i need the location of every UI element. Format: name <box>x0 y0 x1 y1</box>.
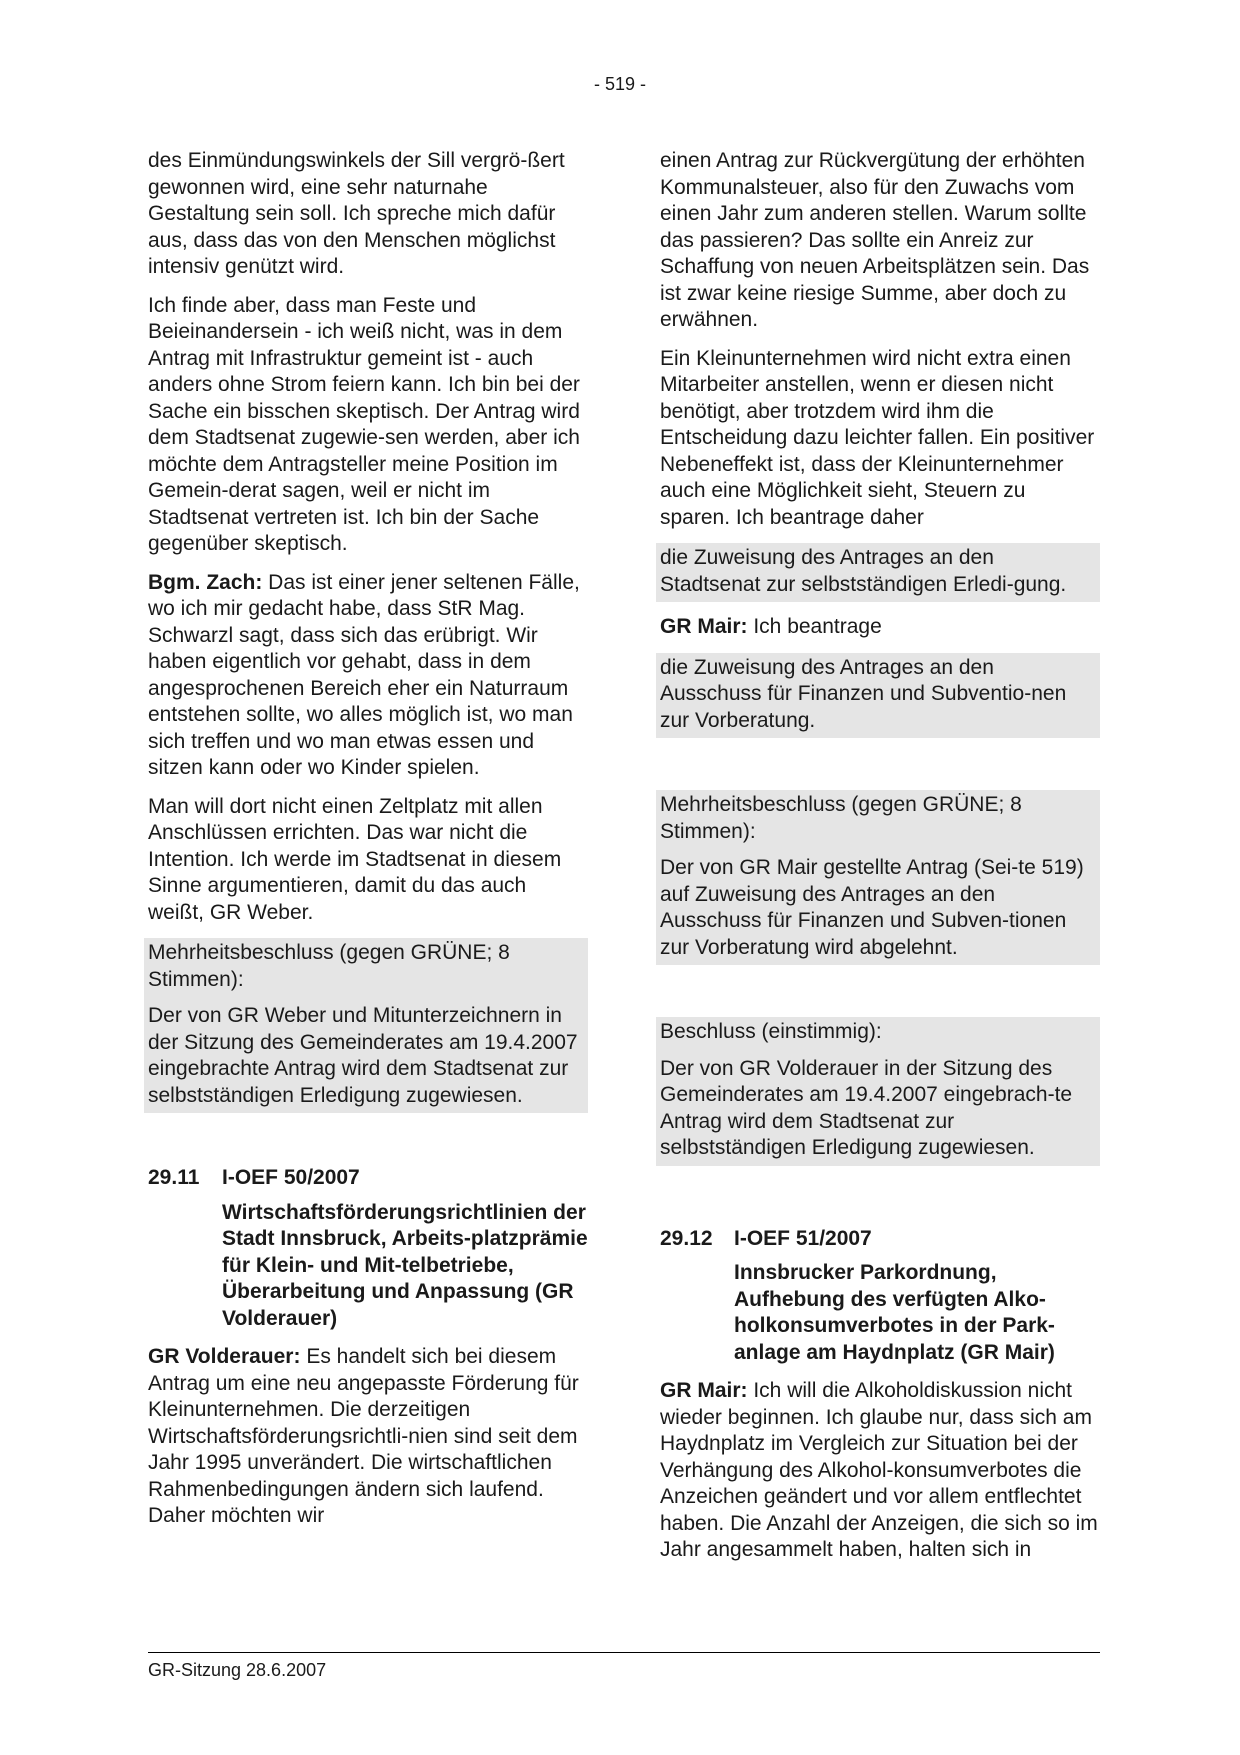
resolution-box <box>144 938 588 1113</box>
motion-box <box>656 653 1100 739</box>
speaker-paragraph <box>660 1378 1100 1564</box>
section-heading <box>148 1165 588 1192</box>
right-column <box>660 148 1100 1576</box>
decision-text: Der von GR Mair gestellte Antrag (Sei-te 519) auf Zuweisung des Antrages an den Ausschuss für Finanzen und Subven-tionen zur Vorberatung wird abgelehnt. <box>660 856 1084 959</box>
decision-text: Der von GR Weber und Mitunterzeichnern in der Sitzung des Gemeinderates am 19.4.2007 eingebrachte Antrag wird dem Stadtsenat zur selbstständigen Erledigung zugewiesen. <box>148 1004 578 1107</box>
vote-result: Mehrheitsbeschluss (gegen GRÜNE; 8 Stimmen): <box>660 793 1022 843</box>
left-column <box>148 148 588 1542</box>
section-heading <box>660 1226 1100 1253</box>
resolution-box <box>656 790 1100 965</box>
footer-session-date: GR-Sitzung 28.6.2007 <box>148 1660 327 1680</box>
section-number: 29.11 <box>148 1166 200 1189</box>
footer-divider <box>148 1652 1100 1653</box>
speaker-paragraph <box>148 570 588 782</box>
motion-text: die Zuweisung des Antrages an den Stadtsenat zur selbstständigen Erledi-gung. <box>660 546 1067 596</box>
decision-text: Der von GR Volderauer in der Sitzung des Gemeinderates am 19.4.2007 eingebrach-te Antrag wird dem Stadtsenat zur selbstständigen Erledigung zugewiesen. <box>660 1056 1073 1159</box>
paragraph: Man will dort nicht einen Zeltplatz mit allen Anschlüssen errichten. Das war nicht die Intention. Ich werde im Stadtsenat in diesem Sinne argumentieren, damit du das auch weißt, GR Weber. <box>148 794 562 924</box>
speaker-paragraph <box>148 1344 588 1530</box>
speaker-name: GR Volderauer: <box>148 1345 301 1368</box>
speaker-name: GR Mair: <box>660 615 748 638</box>
section-title: Wirtschaftsförderungsrichtlinien der Stadt Innsbruck, Arbeits-platzprämie für Klein- und Mit-telbetriebe, Überarbeitung und Anpassung (GR Volderauer) <box>222 1200 588 1330</box>
vote-result: Beschluss (einstimmig): <box>660 1020 882 1043</box>
speaker-name: Bgm. Zach: <box>148 570 263 594</box>
speaker-text: Ich will die Alkoholdiskussion nicht wieder beginnen. Ich glaube nur, dass sich am Haydnplatz im Vergleich zur Situation bei der Verhängung des Alkohol-konsumverbotes die Anzeichen geändert und vor allem entflechtet haben. Die Anzahl der Anzeigen, die sich so im Jahr angesammelt haben, halten sich in <box>660 1379 1098 1561</box>
section-title: Innsbrucker Parkordnung, Aufhebung des verfügten Alko-holkonsumverbotes in der Park-anlage am Haydnplatz (GR Mair) <box>734 1261 1055 1364</box>
section-code: I-OEF 50/2007 <box>222 1166 360 1189</box>
speaker-text: Das ist einer jener seltenen Fälle, wo ich mir gedacht habe, dass StR Mag. Schwarzl sagt, dass sich das erübrigt. Wir haben eigentlich vor gehabt, dass in dem angesprochenen Bereich eher ein Naturraum entstehen sollte, wo alles möglich ist, wo man sich treffen und wo man etwas essen und sitzen kann oder wo Kinder spielen. <box>148 570 580 779</box>
section-number: 29.12 <box>660 1226 713 1250</box>
resolution-box <box>656 1017 1100 1166</box>
paragraph: Ich finde aber, dass man Feste und Beieinandersein - ich weiß nicht, was in dem Antrag mit Infrastruktur gemeint ist - auch anders ohne Strom feiern kann. Ich bin bei der Sache ein bisschen skeptisch. Der Antrag wird dem Stadtsenat zugewie-sen werden, aber ich möchte dem Antragsteller meine Position im Gemein-derat sagen, weil er nicht im Stadtsenat vertreten ist. Ich bin der Sache gegenüber skeptisch. <box>148 293 580 555</box>
paragraph: Ein Kleinunternehmen wird nicht extra einen Mitarbeiter anstellen, wenn er diesen nicht benötigt, aber trotzdem wird ihm die Entscheidung dazu leichter fallen. Ein positiver Nebeneffekt ist, dass der Kleinunternehmer auch eine Möglichkeit sieht, Steuern zu sparen. Ich beantrage daher <box>660 346 1095 529</box>
section-code: I-OEF 51/2007 <box>734 1226 872 1250</box>
paragraph: des Einmündungswinkels der Sill vergrö-ßert gewonnen wird, eine sehr naturnahe Gestaltung sein soll. Ich spreche mich dafür aus, dass das von den Menschen möglichst intensiv genützt wird. <box>148 149 565 278</box>
vote-result: Mehrheitsbeschluss (gegen GRÜNE; 8 Stimmen): <box>148 941 510 991</box>
speaker-text: Ich beantrage <box>747 615 882 638</box>
speaker-paragraph <box>660 614 1100 641</box>
paragraph: einen Antrag zur Rückvergütung der erhöhten Kommunalsteuer, also für den Zuwachs vom einen Jahr zum anderen stellen. Warum sollte das passieren? Das sollte ein Anreiz zur Schaffung von neuen Arbeitsplätzen sein. Das ist zwar keine riesige Summe, aber doch zu erwähnen. <box>660 149 1090 331</box>
page-number: - 519 - <box>593 74 647 94</box>
speaker-name: GR Mair: <box>660 1379 748 1402</box>
speaker-text: Es handelt sich bei diesem Antrag um eine neu angepasste Förderung für Kleinunternehmen. Die derzeitigen Wirtschaftsförderungsrichtli-nien sind seit dem Jahr 1995 unverändert. Die wirtschaftlichen Rahmenbedingungen ändern sich laufend. Daher möchten wir <box>148 1345 579 1527</box>
motion-text: die Zuweisung des Antrages an den Ausschuss für Finanzen und Subventio-nen zur Vorberatung. <box>660 655 1067 732</box>
motion-box <box>656 543 1100 602</box>
